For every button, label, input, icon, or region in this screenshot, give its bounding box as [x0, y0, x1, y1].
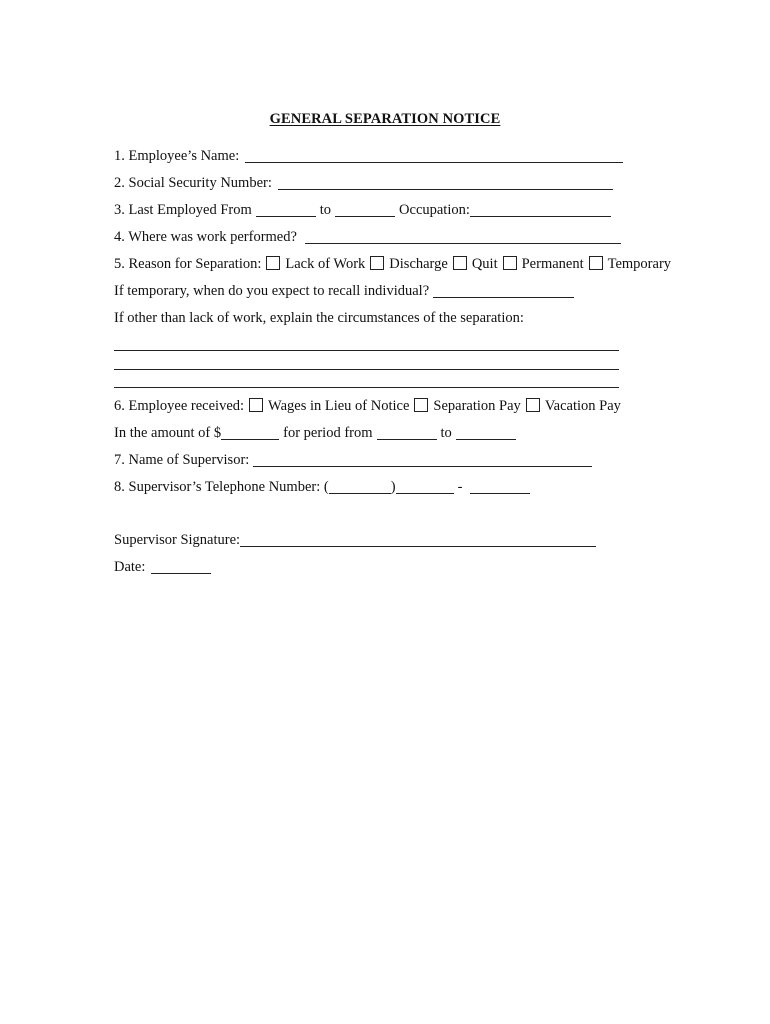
work-location-row: [114, 228, 621, 246]
employee-name-row: [114, 147, 623, 165]
page-title: GENERAL SEPARATION NOTICE: [269, 111, 501, 127]
signature-field[interactable]: [240, 532, 596, 547]
occupation-field[interactable]: [470, 202, 611, 217]
period-to-label: to: [440, 425, 452, 441]
employed-to-label: to: [319, 202, 332, 218]
amount-label: In the amount of $: [114, 425, 222, 441]
recall-row: [114, 282, 574, 300]
permanent-label: Permanent: [521, 256, 584, 272]
period-from-field[interactable]: [377, 425, 437, 440]
last-employed-row: [114, 201, 611, 219]
employee-received-row: [114, 397, 621, 415]
separation-reason-row: [114, 255, 671, 273]
date-row: [114, 558, 211, 576]
explanation-line-3[interactable]: [114, 387, 619, 388]
quit-checkbox[interactable]: [453, 256, 467, 270]
last-employed-from-label: 3. Last Employed From: [114, 202, 252, 218]
discharge-label: Discharge: [389, 256, 448, 272]
vacation-pay-checkbox[interactable]: [526, 398, 540, 412]
discharge-checkbox[interactable]: [370, 256, 384, 270]
signature-row: [114, 531, 596, 549]
ssn-field[interactable]: [278, 175, 613, 190]
separation-pay-label: Separation Pay: [433, 398, 521, 414]
temporary-label: Temporary: [607, 256, 672, 272]
period-from-label: for period from: [283, 425, 373, 441]
phone-prefix-field[interactable]: [396, 479, 454, 494]
supervisor-phone-row: [114, 478, 530, 496]
lack-of-work-label: Lack of Work: [285, 256, 366, 272]
occupation-label: Occupation:: [399, 202, 470, 218]
ssn-label: 2. Social Security Number:: [114, 175, 272, 191]
quit-label: Quit: [471, 256, 498, 272]
date-label: Date:: [114, 559, 146, 575]
period-to-field[interactable]: [456, 425, 516, 440]
wages-in-lieu-label: Wages in Lieu of Notice: [268, 398, 410, 414]
permanent-checkbox[interactable]: [503, 256, 517, 270]
phone-dash: -: [457, 479, 463, 495]
work-location-field[interactable]: [305, 229, 621, 244]
supervisor-name-row: [114, 451, 592, 469]
explain-label: If other than lack of work, explain the circumstances of the separation:: [114, 310, 524, 326]
phone-line-field[interactable]: [470, 479, 530, 494]
supervisor-name-field[interactable]: [253, 452, 592, 467]
explanation-line-1[interactable]: [114, 350, 619, 351]
employee-name-label: 1. Employee’s Name:: [114, 148, 240, 164]
supervisor-phone-label: 8. Supervisor’s Telephone Number: (: [114, 479, 329, 495]
employee-received-label: 6. Employee received:: [114, 398, 245, 414]
phone-close-paren: ): [390, 479, 396, 495]
explain-row: [114, 309, 524, 327]
separation-reason-label: 5. Reason for Separation:: [114, 256, 262, 272]
signature-label: Supervisor Signature:: [114, 532, 241, 548]
explanation-line-2[interactable]: [114, 369, 619, 370]
amount-row: [114, 424, 516, 442]
separation-pay-checkbox[interactable]: [414, 398, 428, 412]
recall-label: If temporary, when do you expect to recall individual?: [114, 283, 430, 299]
supervisor-name-label: 7. Name of Supervisor:: [114, 452, 250, 468]
date-field[interactable]: [151, 559, 211, 574]
employee-name-field[interactable]: [245, 148, 623, 163]
recall-field[interactable]: [433, 283, 574, 298]
ssn-row: [114, 174, 613, 192]
phone-area-code-field[interactable]: [329, 479, 391, 494]
employed-to-field[interactable]: [335, 202, 395, 217]
amount-field[interactable]: [221, 425, 279, 440]
temporary-checkbox[interactable]: [589, 256, 603, 270]
work-location-label: 4. Where was work performed?: [114, 229, 297, 245]
lack-of-work-checkbox[interactable]: [266, 256, 280, 270]
vacation-pay-label: Vacation Pay: [544, 398, 621, 414]
employed-from-field[interactable]: [256, 202, 316, 217]
wages-in-lieu-checkbox[interactable]: [249, 398, 263, 412]
